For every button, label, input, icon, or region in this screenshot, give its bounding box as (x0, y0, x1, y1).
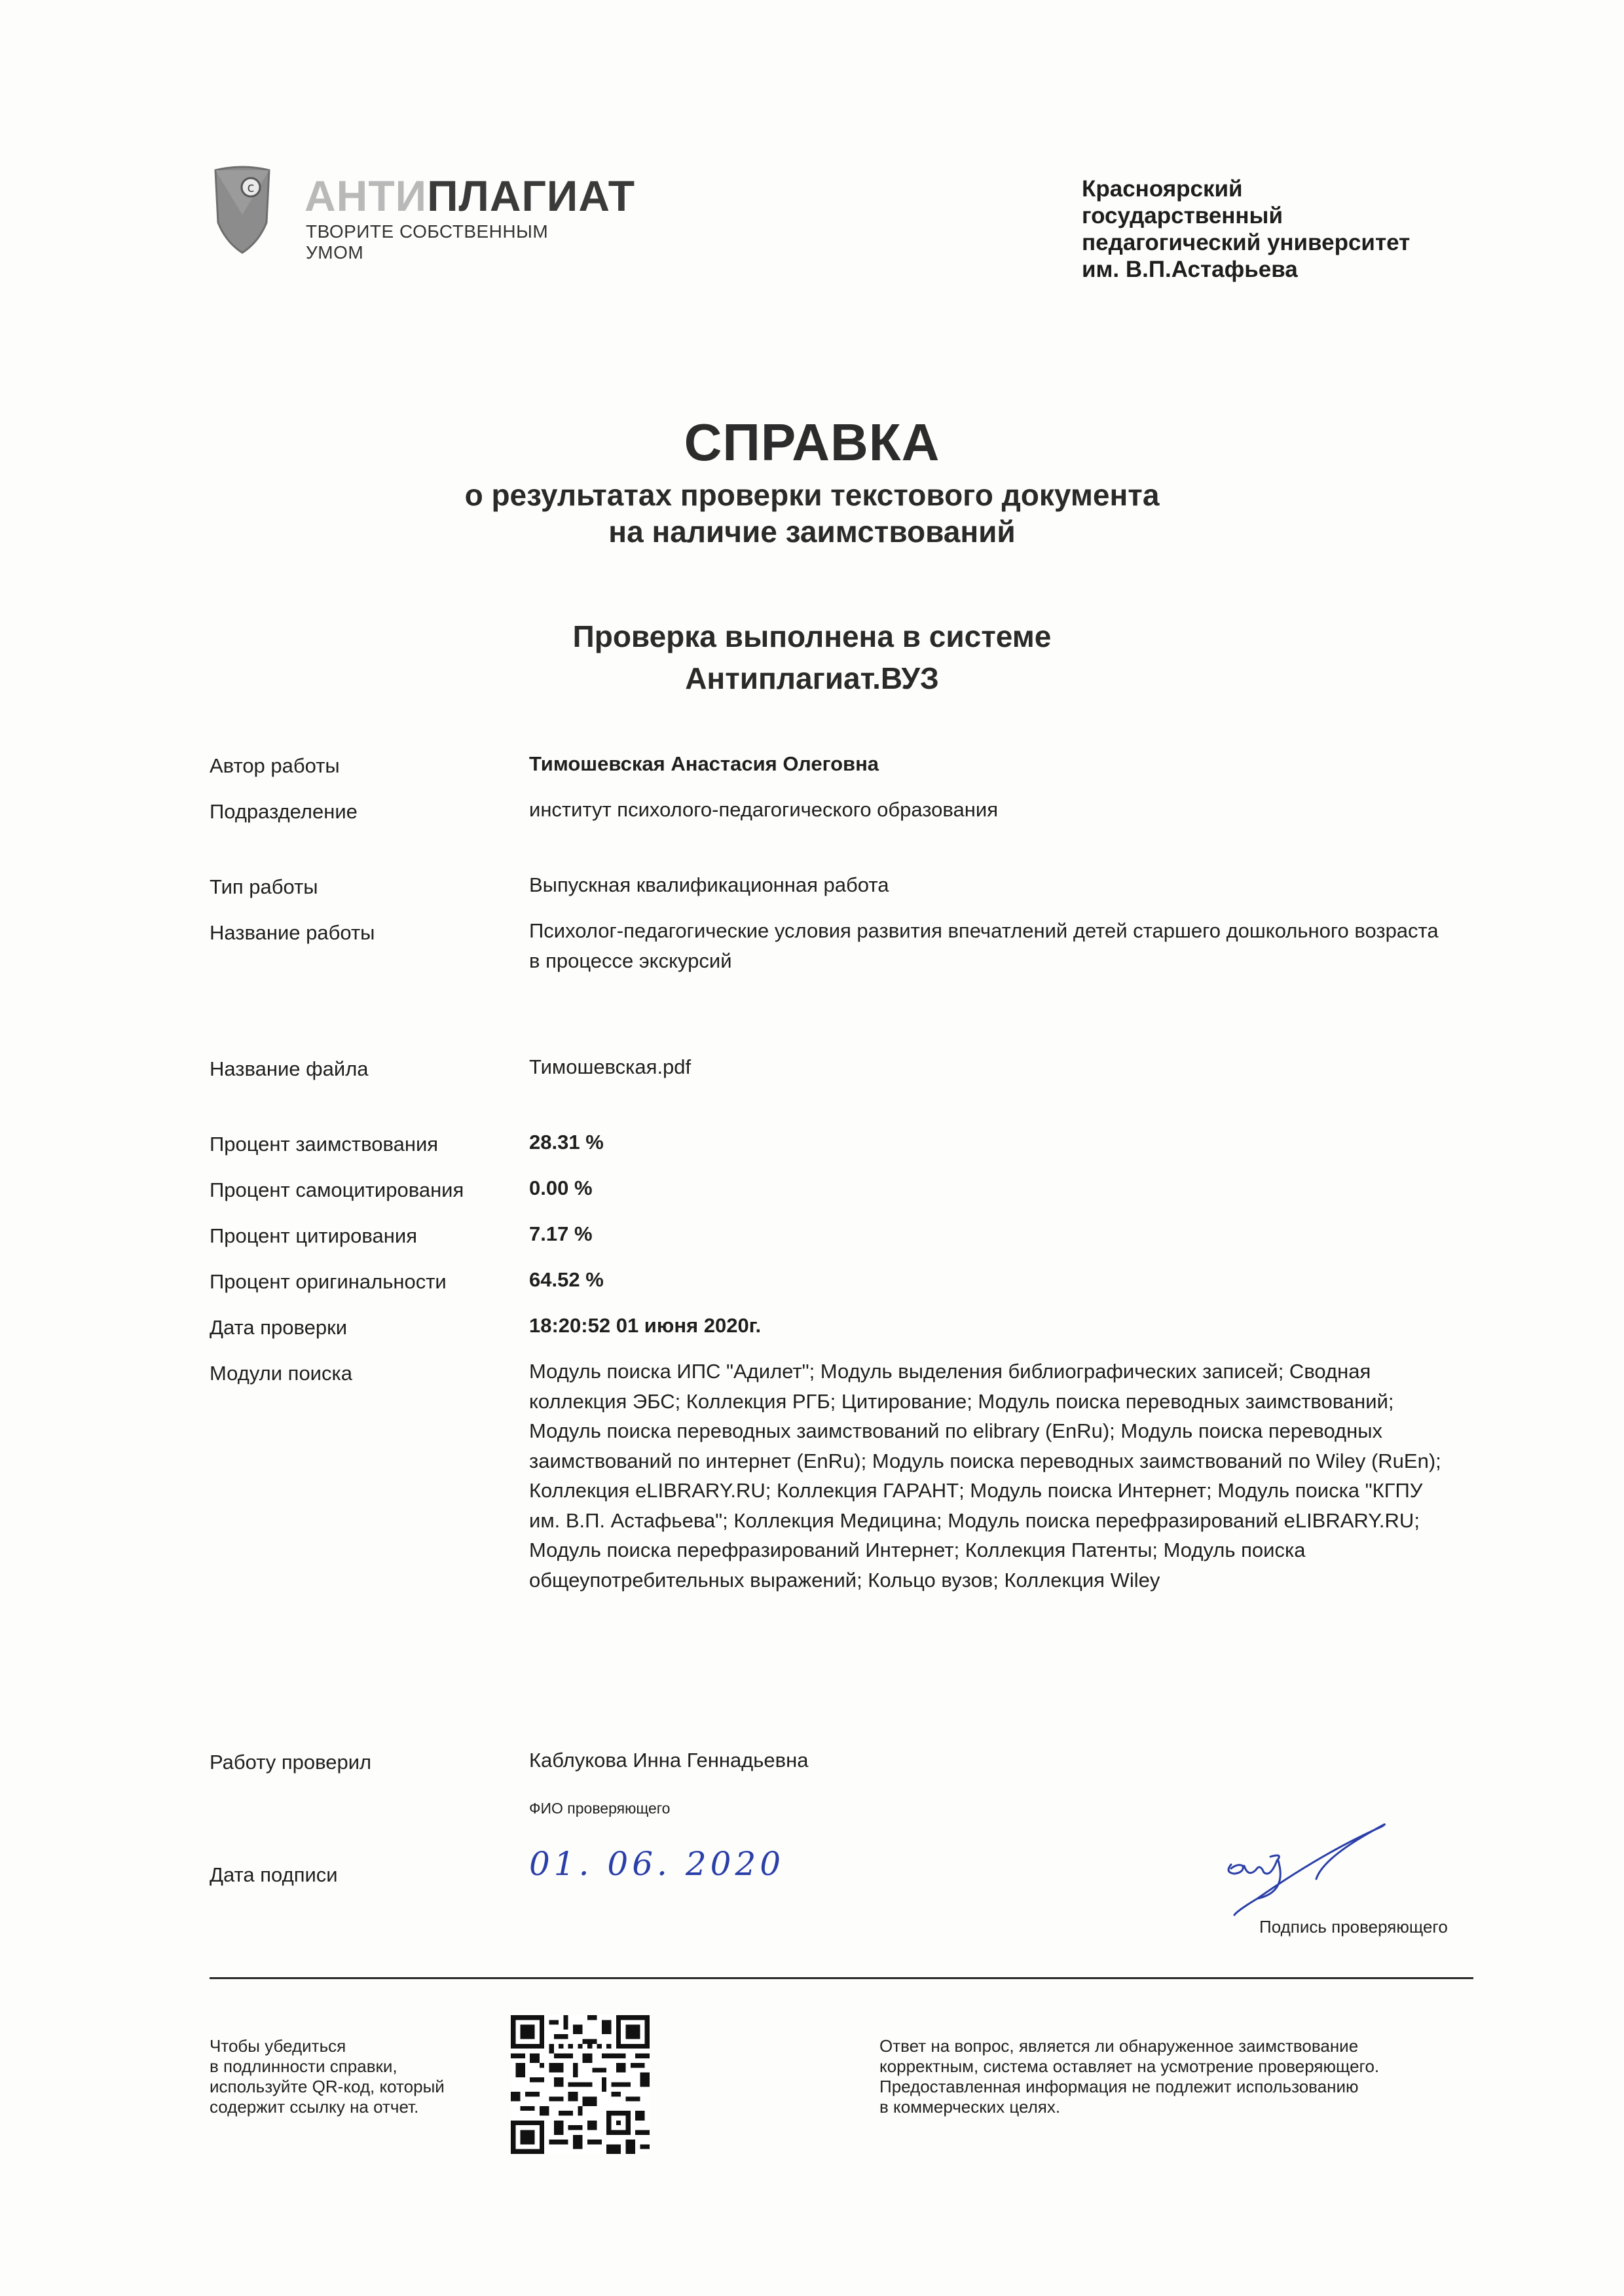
checked-by-value: Каблукова Инна Геннадьевна (529, 1749, 809, 1772)
check-date-value: 18:20:52 01 июня 2020г. (529, 1314, 762, 1337)
sign-date-handwritten: 01. 06. 2020 (529, 1845, 785, 1883)
footer-line: Ответ на вопрос, является ли обнаруженное заимствование (879, 2036, 1359, 2056)
subtitle-line: на наличие заимствований (608, 515, 1016, 549)
qr-code-icon[interactable] (511, 2015, 650, 2154)
work-type-label: Тип работы (210, 875, 318, 898)
work-title-value: Психолог-педагогические условия развития впечатлений детей старшего дошкольного возраста в процессе экскурсий (529, 919, 1439, 972)
citation-percent-label: Процент цитирования (210, 1224, 417, 1247)
file-name-value: Тимошевская.pdf (529, 1055, 692, 1078)
author-value: Тимошевская Анастасия Олеговна (529, 752, 879, 775)
originality-percent-label: Процент оригинальности (210, 1270, 447, 1293)
search-modules-value: Модуль поиска ИПС "Адилет"; Модуль выделения библиографических записей; Сводная коллекция ЭБС; Коллекция РГБ; Цитирование; Модуль поиска переводных заимствований; Модуль поиска переводных заимствований по elibrary (EnRu); Модуль поиска переводных заимствований по интернет (EnRu); Модуль поиска переводных заимствований по Wiley (RuEn); Коллекция eLIBRARY.RU; Коллекция ГАРАНТ; Модуль поиска Интернет; Модуль поиска "КГПУ им. В.П. Астафьева"; Коллекция Медицина; Модуль поиска перефразирований eLIBRARY.RU; Модуль поиска перефразирований Интернет; Коллекция Патенты; Модуль поиска общеупотребительных выражений; Кольцо вузов; Коллекция Wiley (529, 1360, 1441, 1592)
system-line: Проверка выполнена в системе (572, 619, 1052, 653)
university-line: Красноярский (1082, 176, 1243, 202)
signature-caption: Подпись проверяющего (1259, 1917, 1448, 1937)
document-title: СПРАВКА (684, 413, 940, 471)
work-title-label: Название работы (210, 921, 375, 944)
originality-percent-value: 64.52 % (529, 1268, 604, 1291)
footer-line: Чтобы убедиться (210, 2036, 346, 2056)
borrowing-percent-label: Процент заимствования (210, 1133, 439, 1156)
shield-copyright-icon (213, 162, 272, 254)
qr-instructions (210, 2036, 445, 2117)
department-value: институт психолого-педагогического образования (529, 798, 998, 821)
search-modules-label: Модули поиска (210, 1362, 352, 1385)
footer-line: используйте QR-код, который (210, 2077, 445, 2096)
disclaimer (879, 2036, 1379, 2117)
self-citation-percent-value: 0.00 % (529, 1176, 593, 1199)
file-name-label: Название файла (210, 1057, 369, 1080)
subtitle-line: о результатах проверки текстового документа (464, 478, 1160, 512)
system-name: Антиплагиат.ВУЗ (685, 661, 939, 695)
citation-percent-value: 7.17 % (529, 1222, 593, 1245)
logo-word-plagiat: ПЛАГИАТ (427, 172, 636, 220)
logo-wordmark (304, 172, 636, 220)
svg-text:c: c (247, 179, 255, 195)
signature-icon (1205, 1800, 1395, 1918)
footer-line: в подлинности справки, (210, 2056, 397, 2076)
work-type-value: Выпускная квалификационная работа (529, 873, 889, 896)
checked-by-caption: ФИО проверяющего (529, 1800, 671, 1817)
document-subtitle (0, 477, 1624, 550)
footer-line: в коммерческих целях. (879, 2097, 1061, 2117)
footer-line: корректным, система оставляет на усмотрение проверяющего. (879, 2056, 1380, 2076)
logo-word-anti: АНТИ (304, 172, 428, 220)
check-system (0, 615, 1624, 699)
antiplagiat-logo (213, 162, 636, 263)
check-date-label: Дата проверки (210, 1316, 348, 1339)
footer-line: содержит ссылку на отчет. (210, 2097, 419, 2117)
university-line: государственный (1082, 203, 1283, 228)
author-label: Автор работы (210, 754, 340, 777)
footer-line: Предоставленная информация не подлежит использованию (879, 2077, 1359, 2096)
department-label: Подразделение (210, 800, 358, 823)
self-citation-percent-label: Процент самоцитирования (210, 1178, 464, 1201)
borrowing-percent-value: 28.31 % (529, 1131, 604, 1154)
university-line: педагогический университет (1082, 230, 1411, 255)
checked-by-label: Работу проверил (210, 1751, 372, 1774)
footer-divider (210, 1977, 1473, 1979)
sign-date-label: Дата подписи (210, 1863, 338, 1886)
university-line: им. В.П.Астафьева (1082, 257, 1298, 282)
logo-tagline: ТВОРИТЕ СОБСТВЕННЫМ УМОМ (306, 221, 549, 263)
university-name (1082, 175, 1410, 283)
